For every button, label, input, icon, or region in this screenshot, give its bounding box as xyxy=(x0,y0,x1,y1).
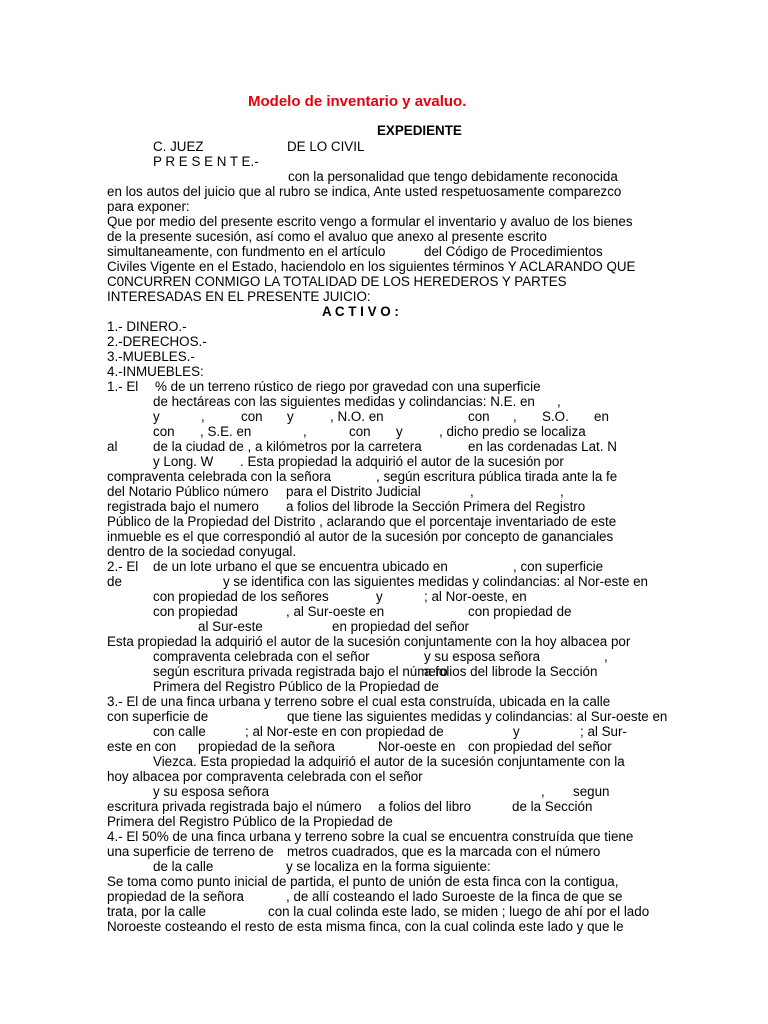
i1-line-4b: , S.E. en xyxy=(200,424,252,439)
i3-line-4c: Nor-oeste en xyxy=(378,739,456,754)
i3-line-3a: con calle xyxy=(153,724,206,739)
i3-line-8b: a folios del libro xyxy=(378,799,472,814)
i2-line-4c: con propiedad de xyxy=(468,604,572,619)
i2-line-5b: en propiedad del señor xyxy=(332,619,469,634)
i3-line-7a: y su esposa señora xyxy=(153,784,270,799)
i1-line-2a: de hectáreas con las siguientes medidas y colindancias: N.E. en xyxy=(153,394,535,409)
item-dinero: 1.- DINERO.- xyxy=(107,319,187,334)
i1-line-3c: con xyxy=(241,409,263,424)
item-inmuebles: 4.-INMUEBLES: xyxy=(107,364,204,379)
i1-line-3g: , xyxy=(513,409,517,424)
i1-line-5a: al xyxy=(107,439,118,454)
i1-line-3d: y xyxy=(287,409,294,424)
para1-line-1: Que por medio del presente escrito vengo a formular el inventario y avaluo de los bienes xyxy=(107,214,633,229)
activo-heading: A C T I V O : xyxy=(322,304,399,319)
i2-line-4a: con propiedad xyxy=(153,604,238,619)
i1-line-5b: de la ciudad de , a kilómetros por la carretera xyxy=(153,439,422,454)
i1-line-12: dentro de la sociedad conyugal. xyxy=(107,544,297,559)
i1-line-10: Público de la Propiedad del Distrito , aclarando que el porcentaje inventariado de este xyxy=(107,514,617,529)
i2-line-5a: al Sur-este xyxy=(198,619,263,634)
i2-line-3a: con propiedad de los señores xyxy=(153,589,329,604)
i2-line-7c: , xyxy=(604,649,608,664)
item-muebles: 3.-MUEBLES.- xyxy=(107,349,195,364)
i2-line-7a: compraventa celebrada con el señor xyxy=(153,649,370,664)
i1-line-3h: S.O. xyxy=(542,409,569,424)
i1-line-2b: , xyxy=(557,394,561,409)
i3-line-3b: ; al Nor-este en con propiedad de xyxy=(245,724,444,739)
para1-line-3b: del Código de Procedimientos xyxy=(424,244,603,259)
i4-line-5b: , de allí costeando el lado Suroeste de la finca de que se xyxy=(286,889,623,904)
i1-line-9a: registrada bajo el numero xyxy=(107,499,259,514)
i3-line-9: Primera del Registro Público de la Propiedad de xyxy=(107,814,393,829)
i4-line-2b: metros cuadrados, que es la marcada con el número xyxy=(287,844,601,859)
i1-line-8b: para el Distrito Judicial xyxy=(286,484,421,499)
para1-line-3a: simultaneamente, con fundmento en el artículo xyxy=(107,244,386,259)
i1-line-1a: 1.- El xyxy=(107,379,139,394)
i3-line-4b: propiedad de la señora xyxy=(198,739,335,754)
i3-line-8a: escritura privada registrada bajo el número xyxy=(107,799,362,814)
i1-line-6a: y Long. W xyxy=(153,454,214,469)
i1-line-11: inmueble es el que correspondió al autor de la sucesión por concepto de gananciales xyxy=(107,529,614,544)
i1-line-3f: con xyxy=(468,409,490,424)
i2-line-7b: y su esposa señora xyxy=(424,649,541,664)
para1-line-4: Civiles Vigente en el Estado, haciendolo en los siguientes términos Y ACLARANDO QUE xyxy=(107,259,636,274)
i1-line-8c: , xyxy=(470,484,474,499)
i3-line-2b: que tiene las siguientes medidas y colindancias: al Sur-oeste en xyxy=(287,709,668,724)
i3-line-5: Viezca. Esta propiedad la adquirió el autor de la sucesión conjuntamente con la xyxy=(153,754,625,769)
i4-line-6a: trata, por la calle xyxy=(107,904,206,919)
i1-line-5c: en las cordenadas Lat. N xyxy=(468,439,617,454)
i3-line-8c: de la Sección xyxy=(512,799,593,814)
i1-line-8a: del Notario Público número xyxy=(107,484,269,499)
i2-line-1a: 2.- El xyxy=(107,559,139,574)
i1-line-3b: , xyxy=(201,409,205,424)
judge-right: DE LO CIVIL xyxy=(287,139,365,154)
i1-line-4c: , xyxy=(303,424,307,439)
para1-line-5: C0NCURREN CONMIGO LA TOTALIDAD DE LOS HEREDEROS Y PARTES xyxy=(107,274,567,289)
i1-line-4a: con xyxy=(153,424,175,439)
i2-line-2b: y se identifica con las siguientes medidas y colindancias: al Nor-este en xyxy=(223,574,649,589)
i2-line-9: Primera del Registro Público de la Propiedad de xyxy=(153,679,439,694)
expediente-heading: EXPEDIENTE xyxy=(377,123,462,138)
i3-line-7b: , xyxy=(541,784,545,799)
i4-line-3b: y se localiza en la forma siguiente: xyxy=(286,859,491,874)
i3-line-1: 3.- El de una finca urbana y terreno sobre el cual esta construída, ubicada en la calle xyxy=(107,694,611,709)
i2-line-8a: según escritura privada registrada bajo el número xyxy=(153,664,448,679)
i3-line-3d: ; al Sur- xyxy=(580,724,627,739)
i2-line-2a: de xyxy=(107,574,122,589)
i2-line-3b: y xyxy=(376,589,383,604)
i1-line-4d: con xyxy=(349,424,371,439)
i1-line-6b: . Esta propiedad la adquirió el autor de la sucesión por xyxy=(240,454,564,469)
i3-line-3c: y xyxy=(513,724,520,739)
i1-line-3e: , N.O. en xyxy=(330,409,384,424)
para1-line-2: de la presente sucesión, así como el avaluo que anexo al presente escrito xyxy=(107,229,547,244)
i3-line-6: hoy albacea por compraventa celebrada con el señor xyxy=(107,769,423,784)
i2-line-3c: ; al Nor-oeste, en xyxy=(424,589,527,604)
intro-line-2: en los autos del juicio que al rubro se indica, Ante usted respetuosamente comparezco xyxy=(107,184,622,199)
item-derechos: 2.-DERECHOS.- xyxy=(107,334,207,349)
i4-line-5a: propiedad de la señora xyxy=(107,889,244,904)
i1-line-4e: y xyxy=(396,424,403,439)
i1-line-3a: y xyxy=(153,409,160,424)
judge-left: C. JUEZ xyxy=(153,139,204,154)
i3-line-4a: este en con xyxy=(107,739,177,754)
presente-line: P R E S E N T E.- xyxy=(153,154,259,169)
i3-line-4d: con propiedad del señor xyxy=(468,739,612,754)
i1-line-3i: en xyxy=(594,409,609,424)
i3-line-7c: segun xyxy=(573,784,610,799)
i1-line-1b: % de un terreno rústico de riego por gravedad con una superficie xyxy=(155,379,541,394)
intro-line-1: con la personalidad que tengo debidamente reconocida xyxy=(288,169,618,184)
i2-line-1c: , con superficie xyxy=(513,559,604,574)
i2-line-6: Esta propiedad la adquirió el autor de la sucesión conjuntamente con la hoy albacea por xyxy=(107,634,631,649)
para1-line-6: INTERESADAS EN EL PRESENTE JUICIO: xyxy=(107,289,371,304)
i2-line-1b: de un lote urbano el que se encuentra ubicado en xyxy=(153,559,448,574)
i1-line-7a: compraventa celebrada con la señora xyxy=(107,469,332,484)
i2-line-4b: , al Sur-oeste en xyxy=(286,604,385,619)
i4-line-7: Noroeste costeando el resto de esta misma finca, con la cual colinda este lado y que le xyxy=(107,919,624,934)
i4-line-4: Se toma como punto inicial de partida, el punto de unión de esta finca con la contigua, xyxy=(107,874,619,889)
intro-line-3: para exponer: xyxy=(107,199,190,214)
i2-line-8b: a folios del librode la Sección xyxy=(424,664,598,679)
document-title: Modelo de inventario y avaluo. xyxy=(248,93,467,110)
i1-line-4f: , dicho predio se localiza xyxy=(439,424,586,439)
i3-line-2a: con superficie de xyxy=(107,709,209,724)
i4-line-6b: con la cual colinda este lado, se miden ; luego de ahí por el lado xyxy=(268,904,650,919)
i4-line-1: 4.- El 50% de una finca urbana y terreno sobre la cual se encuentra construída que tiene xyxy=(107,829,634,844)
i4-line-3a: de la calle xyxy=(153,859,214,874)
i4-line-2a: una superficie de terreno de xyxy=(107,844,274,859)
i1-line-8d: , xyxy=(560,484,564,499)
i1-line-9b: a folios del librode la Sección Primera del Registro xyxy=(286,499,586,514)
i1-line-7b: , según escritura pública tirada ante la fe xyxy=(376,469,618,484)
